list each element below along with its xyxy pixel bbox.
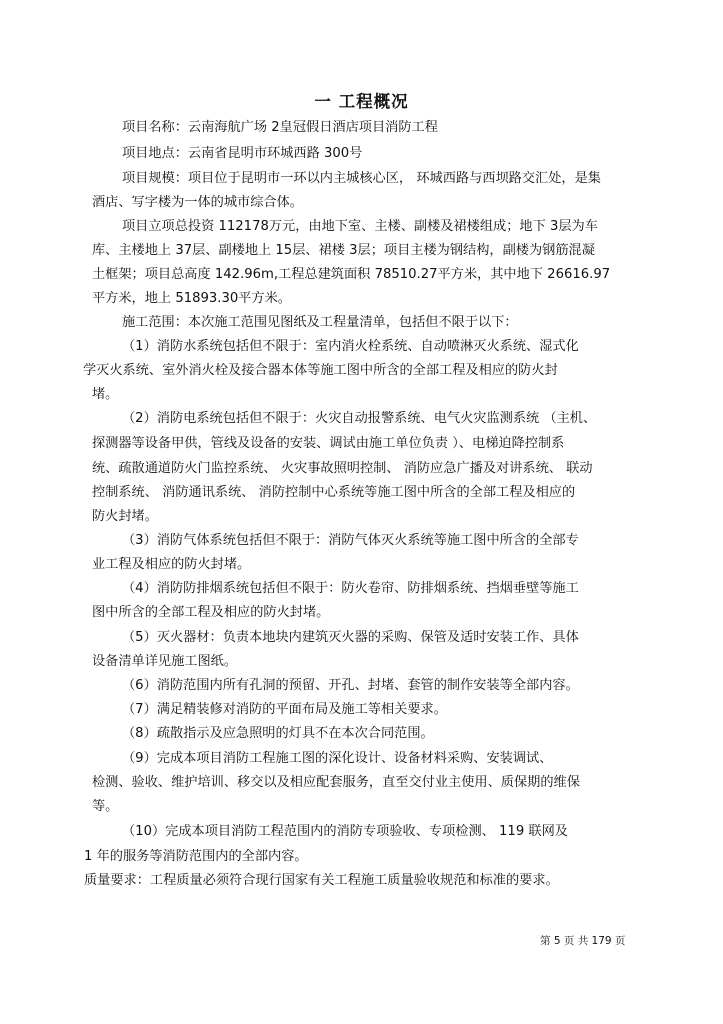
section-title: 一 工程概况 xyxy=(314,92,409,111)
scope-item-5: （5）灭火器材：负责本地块内建筑灭火器的采购、保管及适时安装工作、具体 xyxy=(122,630,579,645)
scope-heading-line: 施工范围：本次施工范围见图纸及工程量清单，包括但不限于以下： xyxy=(122,315,518,330)
scope-item-8: （8）疏散指示及应急照明的灯具不在本次合同范围。 xyxy=(122,726,434,741)
quality-requirement-line: 质量要求：工程质量必须符合现行国家有关工程施工质量验收规范和标准的要求。 xyxy=(84,873,559,888)
scope-item-9-cont: 检测、验收、维护培训、移交以及相应配套服务，直至交付业主使用、质保期的维保 xyxy=(92,775,580,790)
scope-item-1: （1）消防水系统包括但不限于：室内消火栓系统、自动喷淋灭火系统、湿式化 xyxy=(122,339,579,354)
project-location-line: 项目地点：云南省昆明市环城西路 300号 xyxy=(122,146,363,161)
scope-item-1-cont: 堵。 xyxy=(92,387,119,402)
project-scale-line: 项目规模：项目位于昆明市一环以内主城核心区， 环城西路与西坝路交汇处，是集 xyxy=(122,171,601,186)
investment-line-cont: 平方米，地上 51893.30平方米。 xyxy=(92,291,291,306)
scope-item-2-cont: 探测器等设备甲供，管线及设备的安装、调试由施工单位负责 ）、电梯迫降控制系 xyxy=(92,436,565,451)
scope-item-3: （3）消防气体系统包括但不限于：消防气体灭火系统等施工图中所含的全部专 xyxy=(122,533,579,548)
scope-item-3-cont: 业工程及相应的防火封堵。 xyxy=(92,557,251,572)
scope-item-4: （4）消防防排烟系统包括但不限于：防火卷帘、防排烟系统、挡烟垂壁等施工 xyxy=(122,581,579,596)
scope-item-10: （10）完成本项目消防工程范围内的消防专项验收、专项检测、 119 联网及 xyxy=(122,824,568,839)
scope-item-4-cont: 图中所含的全部工程及相应的防火封堵。 xyxy=(92,605,330,620)
scope-item-2-cont: 防火封堵。 xyxy=(92,509,158,524)
project-scale-line-cont: 酒店、写字楼为一体的城市综合体。 xyxy=(92,195,303,210)
investment-line: 项目立项总投资 112178万元，由地下室、主楼、副楼及裙楼组成；地下 3层为车 xyxy=(122,219,598,234)
scope-item-9: （9）完成本项目消防工程施工图的深化设计、设备材料采购、安装调试、 xyxy=(122,751,553,766)
scope-item-5-cont: 设备清单详见施工图纸。 xyxy=(92,654,238,669)
scope-item-2: （2）消防电系统包括但不限于：火灾自动报警系统、电气火灾监测系统 （主机、 xyxy=(122,411,597,426)
project-name-line: 项目名称：云南海航广场 2皇冠假日酒店项目消防工程 xyxy=(122,120,438,135)
scope-item-1-cont: 学灭火系统、室外消火栓及接合器本体等施工图中所含的全部工程及相应的防火封 xyxy=(83,363,558,378)
scope-item-2-cont: 统、疏散通道防火门监控系统、 火灾事故照明控制、 消防应急广播及对讲系统、 联动 xyxy=(92,461,593,476)
investment-line-cont: 土框架；项目总高度 142.96m,工程总建筑面积 78510.27平方米，其中地下 26616.97 xyxy=(92,267,611,282)
scope-item-7: （7）满足精装修对消防的平面布局及施工等相关要求。 xyxy=(122,702,447,717)
scope-item-9-cont: 等。 xyxy=(92,799,119,814)
investment-line-cont: 库、主楼地上 37层、副楼地上 15层、裙楼 3层；项目主楼为钢结构，副楼为钢筋混凝 xyxy=(92,243,595,258)
page-number: 第 5 页 共 179 页 xyxy=(540,935,626,947)
scope-item-6: （6）消防范围内所有孔洞的预留、开孔、封堵、套管的制作安装等全部内容。 xyxy=(122,678,579,693)
scope-item-10-cont: 1 年的服务等消防范围内的全部内容。 xyxy=(84,849,308,864)
scope-item-2-cont: 控制系统、 消防通讯系统、 消防控制中心系统等施工图中所含的全部工程及相应的 xyxy=(92,485,576,500)
